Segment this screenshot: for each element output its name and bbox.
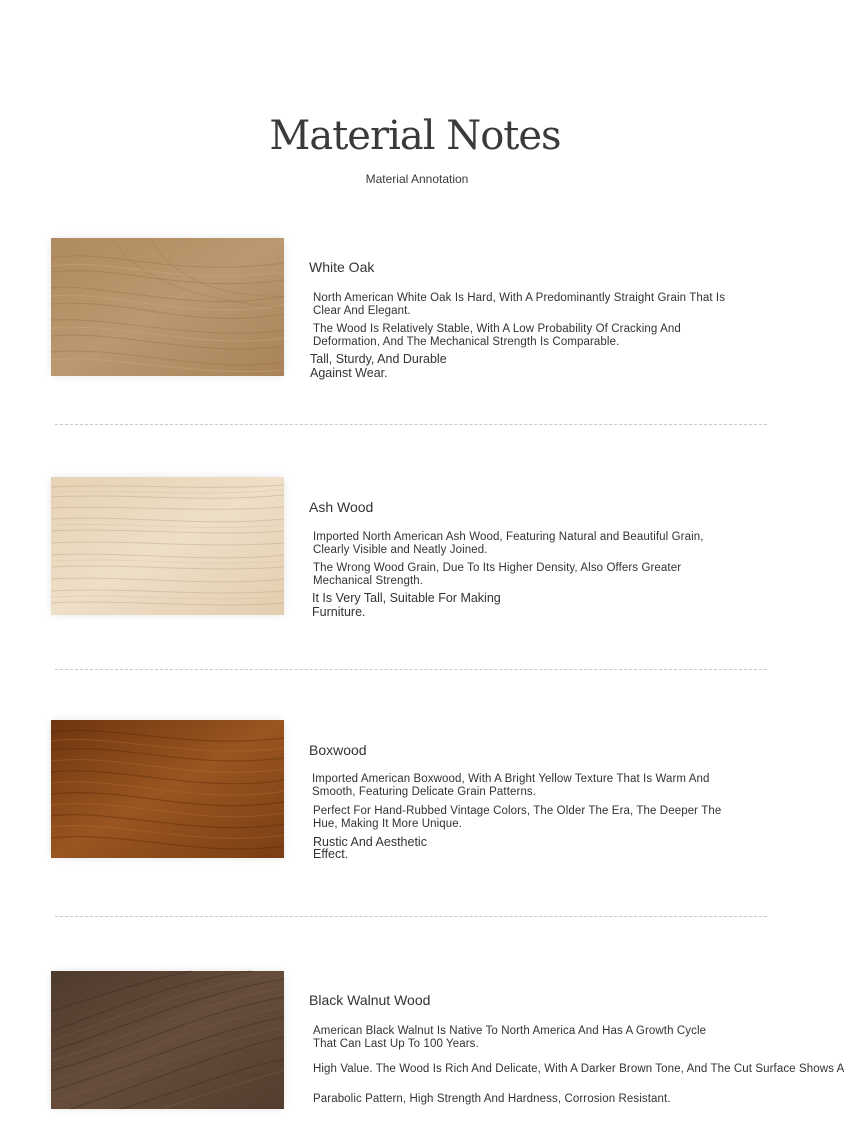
boxwood-swatch [51, 720, 284, 858]
material-description-2: High Value. The Wood Is Rich And Delicate, With A Darker Brown Tone, And The Cut Surface Shows A [313, 1063, 844, 1075]
ash-wood-swatch [51, 477, 284, 615]
material-description-1: American Black Walnut Is Native To North America And Has A Growth Cycle That Can Last Up To 100 Years. [313, 1025, 707, 1050]
material-feature: Rustic And Aesthetic Effect. [313, 835, 427, 861]
material-name-ash-wood: Ash Wood [309, 499, 374, 515]
page-title: Material Notes [269, 113, 561, 159]
material-description-2: The Wood Is Relatively Stable, With A Low Probability Of Cracking And Deformation, And The Mechanical Strength Is Comparable. [313, 323, 681, 348]
material-feature: It Is Very Tall, Suitable For Making Furniture. [312, 591, 501, 619]
material-description-1: North American White Oak Is Hard, With A Predominantly Straight Grain That Is Clear And Elegant. [313, 292, 726, 317]
section-divider [55, 424, 767, 425]
material-name-black-walnut: Black Walnut Wood [309, 992, 431, 1008]
black-walnut-swatch [51, 971, 284, 1109]
white-oak-texture-image [51, 238, 284, 376]
material-feature: Tall, Sturdy, And Durable Against Wear. [310, 352, 447, 380]
material-feature: Parabolic Pattern, High Strength And Hardness, Corrosion Resistant. [313, 1093, 671, 1105]
material-name-white-oak: White Oak [309, 259, 375, 275]
material-description-2: The Wrong Wood Grain, Due To Its Higher Density, Also Offers Greater Mechanical Strength. [313, 562, 682, 587]
ash-wood-texture-image [51, 477, 284, 615]
material-name-boxwood: Boxwood [309, 742, 367, 758]
section-divider [55, 669, 767, 670]
section-divider [55, 916, 767, 917]
material-description-1: Imported American Boxwood, With A Bright Yellow Texture That Is Warm And Smooth, Featuring Delicate Grain Patterns. [312, 773, 710, 798]
black-walnut-texture-image [51, 971, 284, 1109]
material-description-1: Imported North American Ash Wood, Featuring Natural and Beautiful Grain, Clearly Visible and Neatly Joined. [313, 531, 704, 556]
white-oak-swatch [51, 238, 284, 376]
page-subtitle: Material Annotation [365, 172, 469, 186]
boxwood-texture-image [51, 720, 284, 858]
material-description-2: Perfect For Hand-Rubbed Vintage Colors, The Older The Era, The Deeper The Hue, Making It More Unique. [313, 805, 722, 830]
